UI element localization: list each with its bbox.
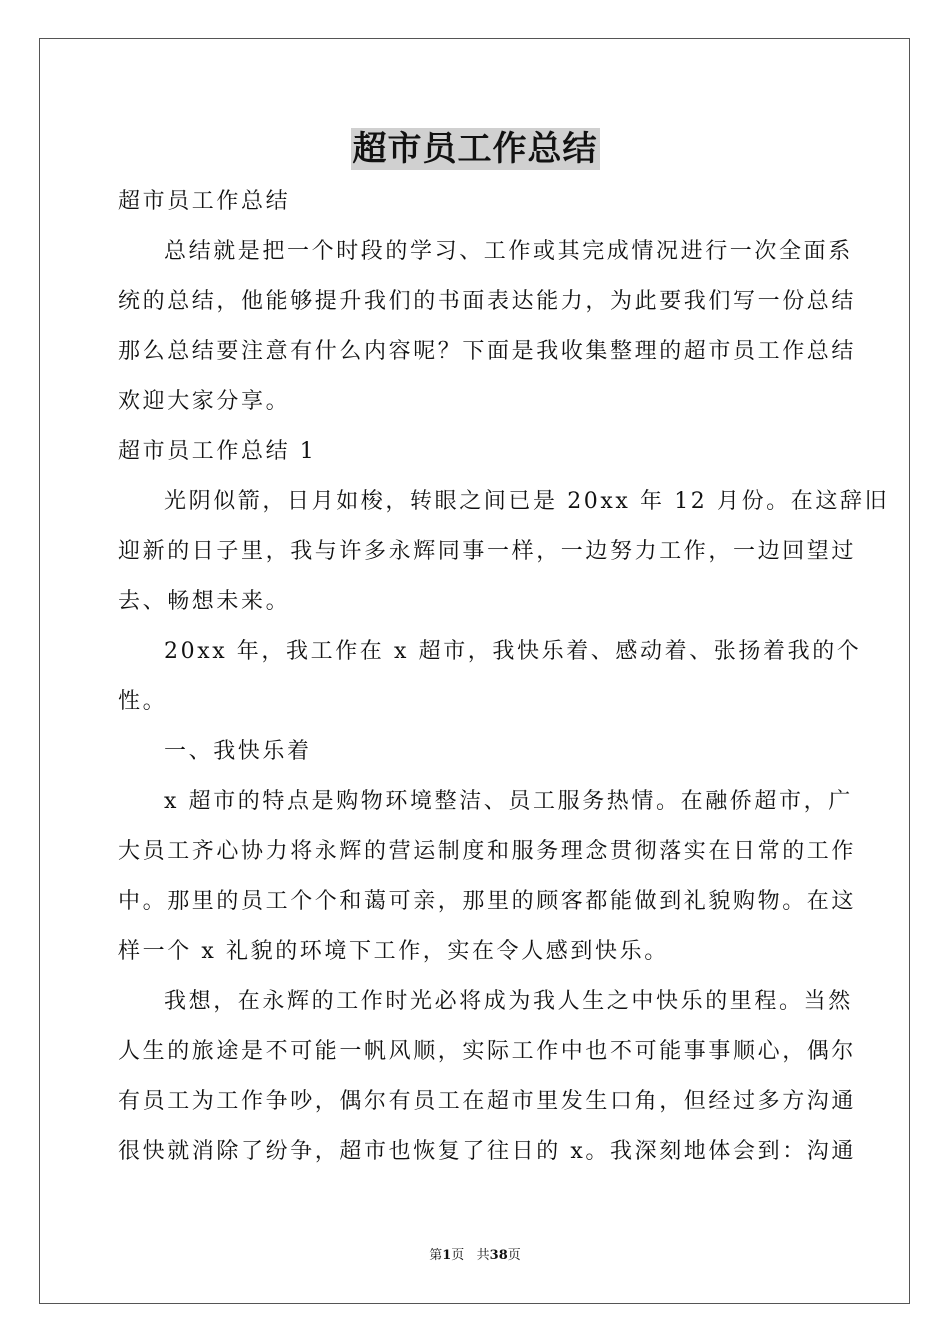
body-line: 超市员工作总结 xyxy=(118,189,291,214)
body-line: 人生的旅途是不可能一帆风顺，实际工作中也不可能事事顺心，偶尔 xyxy=(118,1039,857,1064)
page-footer xyxy=(0,1248,950,1264)
body-line: 中。那里的员工个个和蔼可亲，那里的顾客都能做到礼貌购物。在这 xyxy=(118,889,857,914)
body-line: 光阴似箭，日月如梭，转眼之间已是 20xx 年 12 月份。在这辞旧 xyxy=(164,489,890,514)
body-line: 我想，在永辉的工作时光必将成为我人生之中快乐的里程。当然 xyxy=(164,989,853,1014)
title-container xyxy=(0,128,950,170)
body-line: 欢迎大家分享。 xyxy=(118,389,291,414)
body-line: 性。 xyxy=(118,689,168,714)
document-title: 超市员工作总结 xyxy=(352,129,598,169)
footer-total-pages: 38 xyxy=(489,1248,508,1263)
footer-prefix: 第 xyxy=(429,1248,443,1263)
document-body xyxy=(118,177,890,1177)
body-line: 20xx 年，我工作在 x 超市，我快乐着、感动着、张扬着我的个 xyxy=(164,639,862,664)
footer-page-number: 1 xyxy=(442,1248,452,1263)
body-line: 总结就是把一个时段的学习、工作或其完成情况进行一次全面系 xyxy=(164,239,853,264)
body-line: 统的总结，他能够提升我们的书面表达能力，为此要我们写一份总结 xyxy=(118,289,857,314)
body-line: 有员工为工作争吵，偶尔有员工在超市里发生口角，但经过多方沟通 xyxy=(118,1089,857,1114)
body-line: 很快就消除了纷争，超市也恢复了往日的 x。我深刻地体会到：沟通 xyxy=(118,1139,857,1164)
body-line: 大员工齐心协力将永辉的营运制度和服务理念贯彻落实在日常的工作 xyxy=(118,839,857,864)
subsection-heading: 一、我快乐着 xyxy=(164,739,312,764)
body-line: 迎新的日子里，我与许多永辉同事一样，一边努力工作，一边回望过 xyxy=(118,539,857,564)
body-line: 样一个 x 礼貌的环境下工作，实在令人感到快乐。 xyxy=(118,939,669,964)
section-heading: 超市员工作总结 1 xyxy=(118,439,317,464)
body-line: x 超市的特点是购物环境整洁、员工服务热情。在融侨超市，广 xyxy=(164,789,853,814)
body-line: 去、畅想未来。 xyxy=(118,589,291,614)
footer-suffix: 页 xyxy=(507,1248,521,1263)
footer-middle: 页 共 xyxy=(451,1248,490,1263)
body-line: 那么总结要注意有什么内容呢？下面是我收集整理的超市员工作总结 xyxy=(118,339,857,364)
